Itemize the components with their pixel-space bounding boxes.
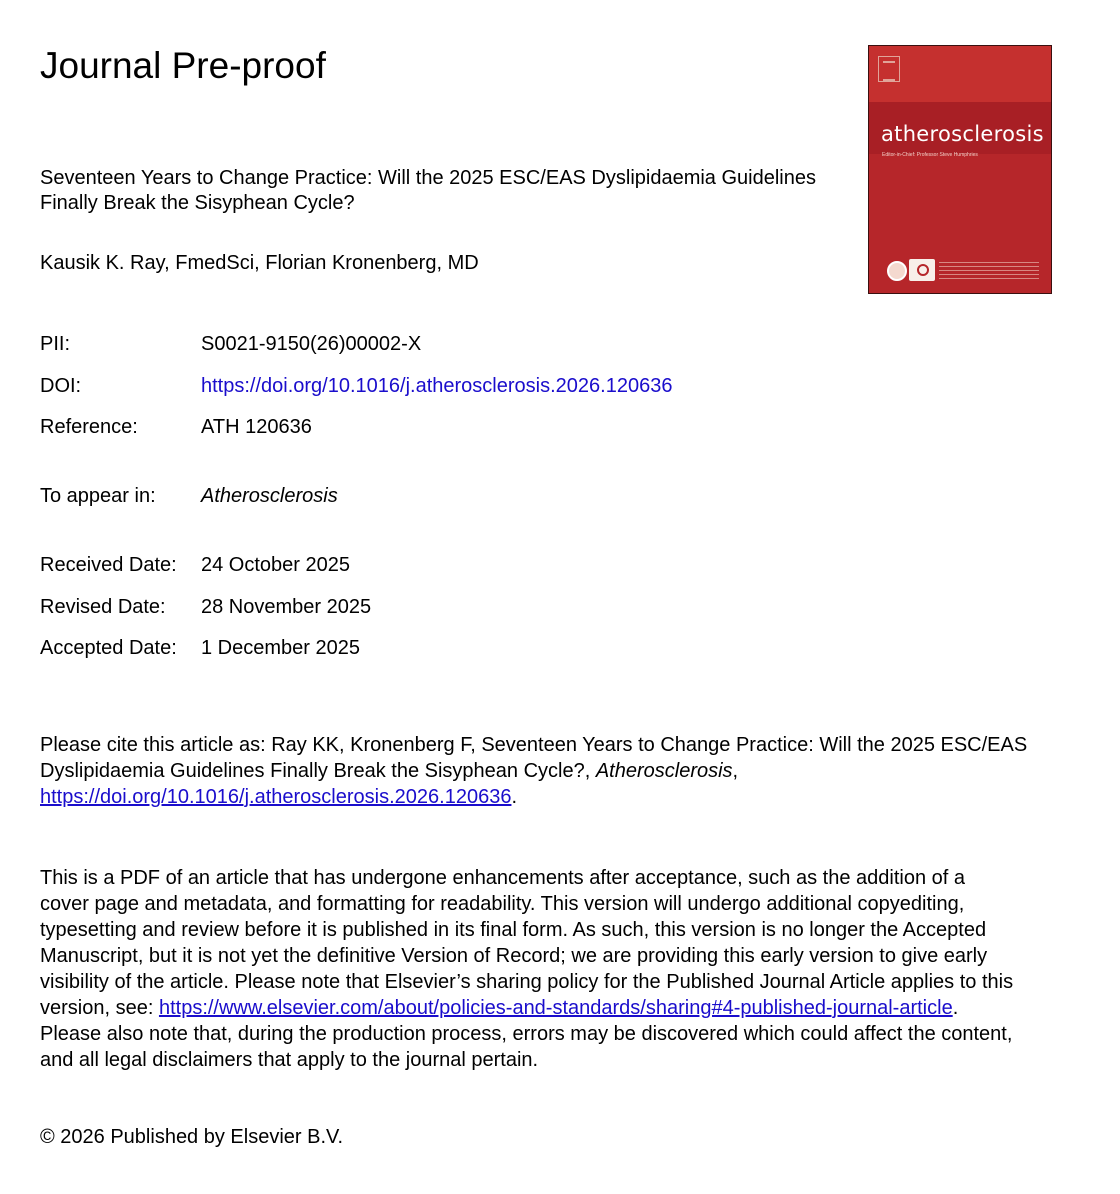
citation-journal: Atherosclerosis	[595, 760, 733, 782]
journal-pre-proof-heading: Journal Pre-proof	[40, 45, 326, 86]
citation-text: Please cite this article as: Ray KK, Kronenberg F, Seventeen Years to Change Practice: Will the 2025 ESC/EAS Dyslipidaemia Guidelines Finally Break the Sisyphean Cycle?,	[40, 734, 1028, 782]
article-authors: Kausik K. Ray, FmedSci, Florian Kronenberg, MD	[40, 252, 479, 274]
received-date-label: Received Date:	[40, 554, 177, 576]
cover-editor-line: Editor-in-Chief: Professor Steve Humphries	[882, 152, 978, 158]
disclaimer-paragraph	[40, 865, 1015, 1073]
pii-label: PII:	[40, 333, 71, 355]
sharing-policy-link[interactable]: https://www.elsevier.com/about/policies-and-standards/sharing#4-published-journal-article	[158, 997, 953, 1019]
cover-fine-print	[939, 262, 1039, 280]
article-title: Seventeen Years to Change Practice: Will the 2025 ESC/EAS Dyslipidaemia Guidelines Finally Break the Sisyphean Cycle?	[40, 167, 816, 214]
reference-label: Reference:	[40, 416, 138, 438]
cover-journal-name: atherosclerosis	[881, 122, 1044, 146]
citation-doi-link[interactable]: https://doi.org/10.1016/j.atherosclerosis.2026.120636	[40, 786, 512, 808]
disclaimer-text-after-link: . Please also note that, during the production process, errors may be discovered which could affect the content, and all legal disclaimers that apply to the journal pertain.	[40, 997, 1013, 1071]
citation-paragraph	[40, 732, 1030, 810]
journal-cover-image	[868, 45, 1052, 294]
doi-link[interactable]: https://doi.org/10.1016/j.atherosclerosis.2026.120636	[201, 375, 673, 397]
copyright-notice: © 2026 Published by Elsevier B.V.	[40, 1126, 344, 1148]
reference-value: ATH 120636	[201, 416, 312, 438]
pii-value: S0021-9150(26)00002-X	[201, 333, 422, 355]
doi-label: DOI:	[40, 375, 82, 397]
received-date-value: 24 October 2025	[201, 554, 350, 576]
to-appear-in-label: To appear in:	[40, 485, 156, 507]
revised-date-label: Revised Date:	[40, 596, 166, 618]
to-appear-in-journal: Atherosclerosis	[201, 485, 338, 507]
citation-suffix: .	[511, 786, 517, 808]
accepted-date-label: Accepted Date:	[40, 637, 177, 659]
elsevier-tree-logo-icon	[878, 56, 900, 82]
disclaimer-text-before-link: This is a PDF of an article that has undergone enhancements after acceptance, such as the addition of a cover page and metadata, and formatting for readability. This version will undergo additional copyediting, typesetting and review before it is published in its final form. As such, this version is no longer the Accepted Manuscript, but it is not yet the definitive Version of Record; we are providing this early version to give early visibility of the article. Please note that Elsevier’s sharing policy for the Published Journal Article applies to this version, see:	[40, 867, 1014, 1019]
citation-separator: ,	[732, 760, 739, 782]
accepted-date-value: 1 December 2025	[201, 637, 360, 659]
search-badge-icon	[909, 259, 935, 281]
revised-date-value: 28 November 2025	[201, 596, 372, 618]
society-badge-icon	[887, 261, 907, 281]
